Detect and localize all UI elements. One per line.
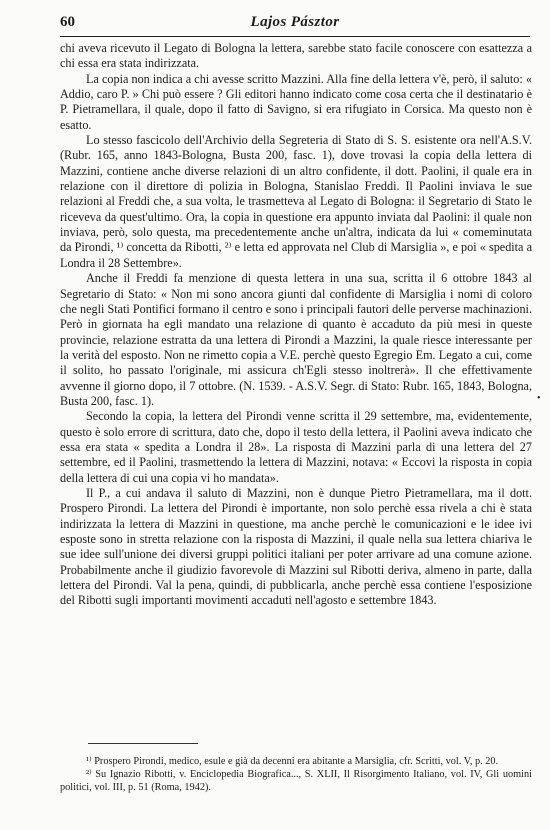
footnote: ¹⁾ Prospero Pirondi, medico, esule e già da decenni era abitante a Marsiglia, cfr. Scritti, vol. V, p. 20. [86,756,499,767]
header-rule [60,36,530,37]
paragraph: Il P., a cui andava il saluto di Mazzini, non è dunque Pietro Pietramellara, ma il dott. Prospero Pirondi. La lettera del Pirondi è importante, non solo perchè essa rivela a chi è stata indirizzata la lettera di Mazzini in questione, ma anche perchè le comunicazioni e le idee ivi esposte sono in stretta relazione con la risposta di Mazzini, il quale nella sua lettera chiariva le sue idee sull'unione dei diversi gruppi politici italiani per poter arrivare ad una comune azione. Probabilmente anche il giudizio favorevole di Mazzini sul Ribotti deriva, almeno in parte, dalla lettera del Pirondi. Val la pena, quindi, di pubblicarla, anche perchè essa contiene l'esposizione del Ribotti sugli importanti movimenti accaduti nell'agosto e settembre 1843. [60,485,532,608]
page-number: 60 [60,14,75,30]
footnotes [60,755,532,795]
paragraph: chi aveva ricevuto il Legato di Bologna la lettera, sarebbe stato facile conoscere con esattezza a chi essa era stata indirizzata. [60,41,532,71]
page-header [60,14,530,36]
paragraph: Lo stesso fascicolo dell'Archivio della Segreteria di Stato di S. S. esistente ora nell'A.S.V. (Rubr. 165, anno 1843-Bologna, Busta 200, fasc. 1), dove trovasi la copia della lettera di Mazzini, contiene anche diverse relazioni di un altro confidente, il dott. Paolini, il quale era in relazione con il direttore di polizia in Bologna, Stanislao Freddi. Il Paolini inviava le sue relazioni al Freddi che, a sua volta, le trasmetteva al Legato di Bologna: il Segretario di Stato le riceveva da quest'ultimo. Ora, la copia in questione era appunto inviata dal Paolini: il quale non inviava, però, solo questa, ma precedentemente anche un'altra, indicata da lui « comeminutata da Pirondi, ¹⁾ concetta da Ribotti, ²⁾ e letta ed approvata nel Club di Marsiglia », e poi « spedita a Londra il 28 Settembre». [60,133,532,270]
running-title: Lajos Pásztor [250,14,340,30]
paragraph: Anche il Freddi fa menzione di questa lettera in una sua, scritta il 6 ottobre 1843 al Segretario di Stato: « Non mi sono ancora giunti dal confidente di Marsiglia i nomi di coloro che negli Stati Pontifici formano il centro e sono i principali fautori delle perverse machinazioni. Però in giornata ha egli mandato una relazione di quanto è accaduto da più mesi in queste provincie, relazione estratta da una lettera di Pirondi a Mazzini, la quale riesce interessante per la verità del esposto. Non ne rimetto copia a V.E. perchè questo Egregio Em. Legato a cui, come il solito, ho passato l'originale, mi assicura ch'Egli stesso inoltrerà». Il che effettivamente avvenne il giorno dopo, il 7 ottobre. (N. 1539. - A.S.V. Segr. di Stato: Rubr. 165, 1843, Bologna, Busta 200, fasc. 1). [60,271,532,408]
main-text [60,41,532,609]
footnote: ²⁾ Su Ignazio Ribotti, v. Enciclopedia Biografica..., S. XLII, Il Risorgimento Italiano, vol. IV, Gli uomini politici, vol. III, p. 51 (Roma, 1942). [60,769,532,794]
margin-mark: • [537,393,541,404]
paragraph: Secondo la copia, la lettera del Pirondi venne scritta il 29 settembre, ma, evidentemente, questo è solo errore di scrittura, dato che, dopo il testo della lettera, il Paolini aveva indicato che essa era stata « spedita a Londra il 28». La risposta di Mazzini parla di una lettera del 27 settembre, ed il Paolini, trasmettendo la lettera di Mazzini, notava: « Eccovi la risposta in copia della lettera di cui una copia vi ho mandata». [60,409,532,485]
paragraph: La copia non indica a chi avesse scritto Mazzini. Alla fine della lettera v'è, però, il saluto: « Addio, caro P. » Chi può essere ? Gli editori hanno indicato come cosa certa che il destinatario è P. Pietramellara, il quale, dopo il fatto di Savigno, si era rifugiato in Corsica. Ma questo non è esatto. [60,71,532,132]
footnote-rule [88,743,198,744]
